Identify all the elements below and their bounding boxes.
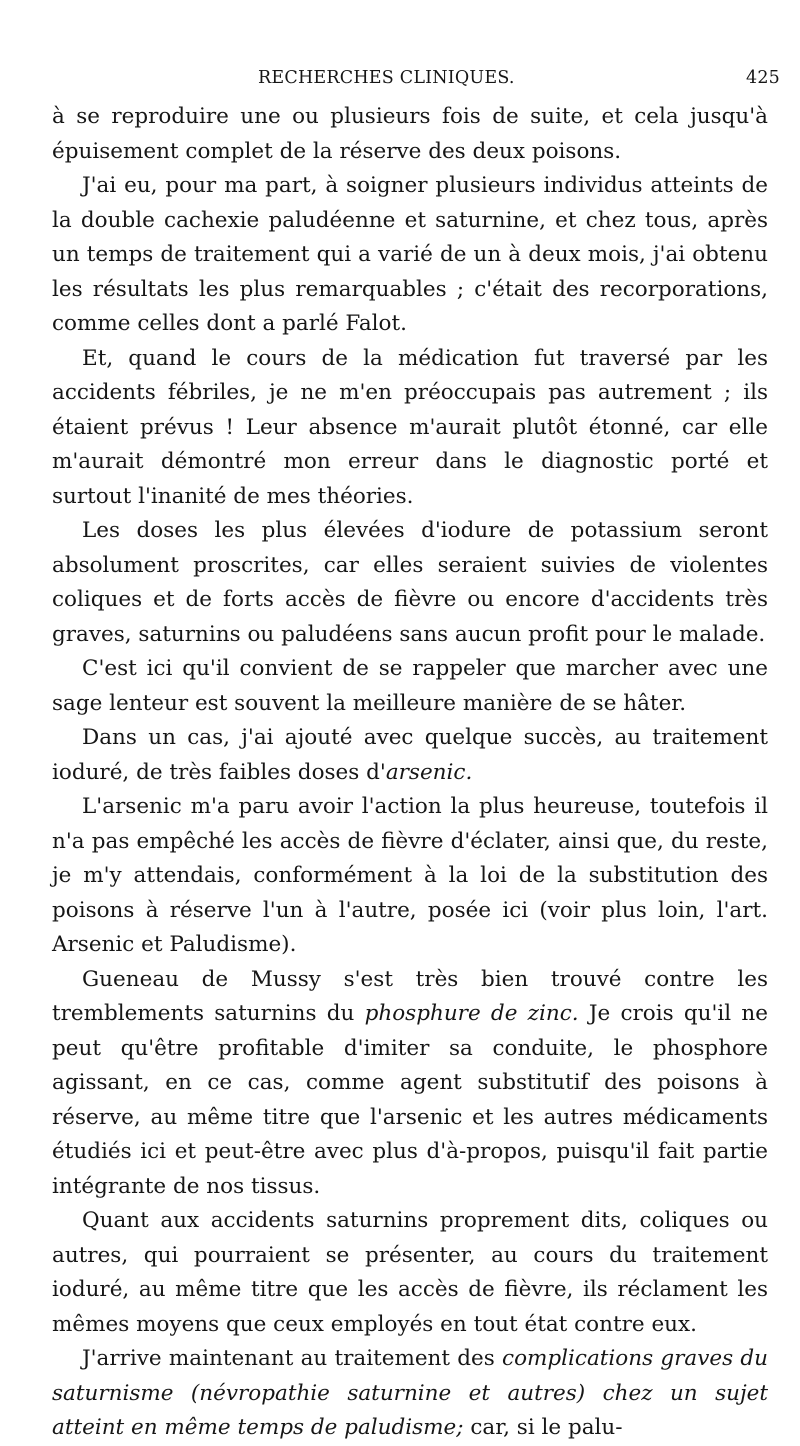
text-segment: J'arrive maintenant au traitement des [82, 1346, 503, 1371]
text-segment: car, si le palu- [463, 1415, 623, 1440]
paragraph [52, 963, 768, 1205]
text-segment: C'est ici qu'il convient de se rappeler que marcher avec une sage lenteur est souvent la meilleure manière de se hâter. [52, 656, 768, 716]
paragraph [52, 169, 768, 342]
text-segment: Les doses les plus élevées d'iodure de potassium seront absolument proscrites, car elles seraient suivies de violentes coliques et de forts accès de fièvre ou encore d'accidents très graves, saturnins ou paludéens sans aucun profit pour le malade. [52, 518, 768, 647]
italic-text: complications graves du saturnisme (névropathie saturnine et autres) chez un sujet atteint en même temps de paludisme; [52, 1346, 768, 1440]
paragraph [52, 1342, 768, 1446]
paragraph [52, 514, 768, 652]
body-text [52, 100, 768, 1446]
text-segment: à se reproduire une ou plusieurs fois de suite, et cela jusqu'à épuisement complet de la réserve des deux poisons. [52, 104, 768, 164]
text-segment: L'arsenic m'a paru avoir l'action la plus heureuse, toutefois il n'a pas empêché les accès de fièvre d'éclater, ainsi que, du reste, je m'y attendais, conformément à la loi de la substitution des poisons à réserve l'un à l'autre, posée ici (voir plus loin, l'art. Arsenic et Paludisme). [52, 794, 768, 957]
text-segment: Dans un cas, j'ai ajouté avec quelque succès, au traitement ioduré, de très faibles doses d' [52, 725, 768, 785]
paragraph [52, 1204, 768, 1342]
italic-text: arsenic. [385, 759, 473, 785]
running-title: RECHERCHES CLINIQUES. [258, 68, 515, 88]
paragraph [52, 342, 768, 515]
paragraph [52, 100, 768, 169]
italic-text: phosphure de zinc. [364, 1001, 579, 1026]
text-segment: J'ai eu, pour ma part, à soigner plusieurs individus atteints de la double cachexie paludéenne et saturnine, et chez tous, après un temps de traitement qui a varié de un à deux mois, j'ai obtenu les résultats les plus remarquables ; c'était des recorporations, comme celles dont a parlé Falot. [52, 173, 768, 336]
text-segment: Je crois qu'il ne peut qu'être profitable d'imiter sa conduite, le phosphore agissant, en ce cas, comme agent substitutif des poisons à réserve, au même titre que l'arsenic et les autres médicaments étudiés ici et peut-être avec plus d'à-propos, puisqu'il fait partie intégrante de nos tissus. [52, 1001, 768, 1199]
text-segment: Quant aux accidents saturnins proprement dits, coliques ou autres, qui pourraient se présenter, au cours du traitement ioduré, au même titre que les accès de fièvre, ils réclament les mêmes moyens que ceux employés en tout état contre eux. [52, 1208, 768, 1337]
text-segment: Et, quand le cours de la médication fut traversé par les accidents fébriles, je ne m'en préoccupais pas autrement ; ils étaient prévus ! Leur absence m'aurait plutôt étonné, car elle m'aurait démontré mon erreur dans le diagnostic porté et surtout l'inanité de mes théories. [52, 345, 768, 509]
paragraph [52, 790, 768, 963]
page-number: 425 [745, 68, 780, 88]
paragraph [52, 652, 768, 721]
text-segment: Gueneau de Mussy s'est très bien trouvé contre les tremblements saturnins du [52, 966, 768, 1026]
paragraph [52, 721, 768, 790]
